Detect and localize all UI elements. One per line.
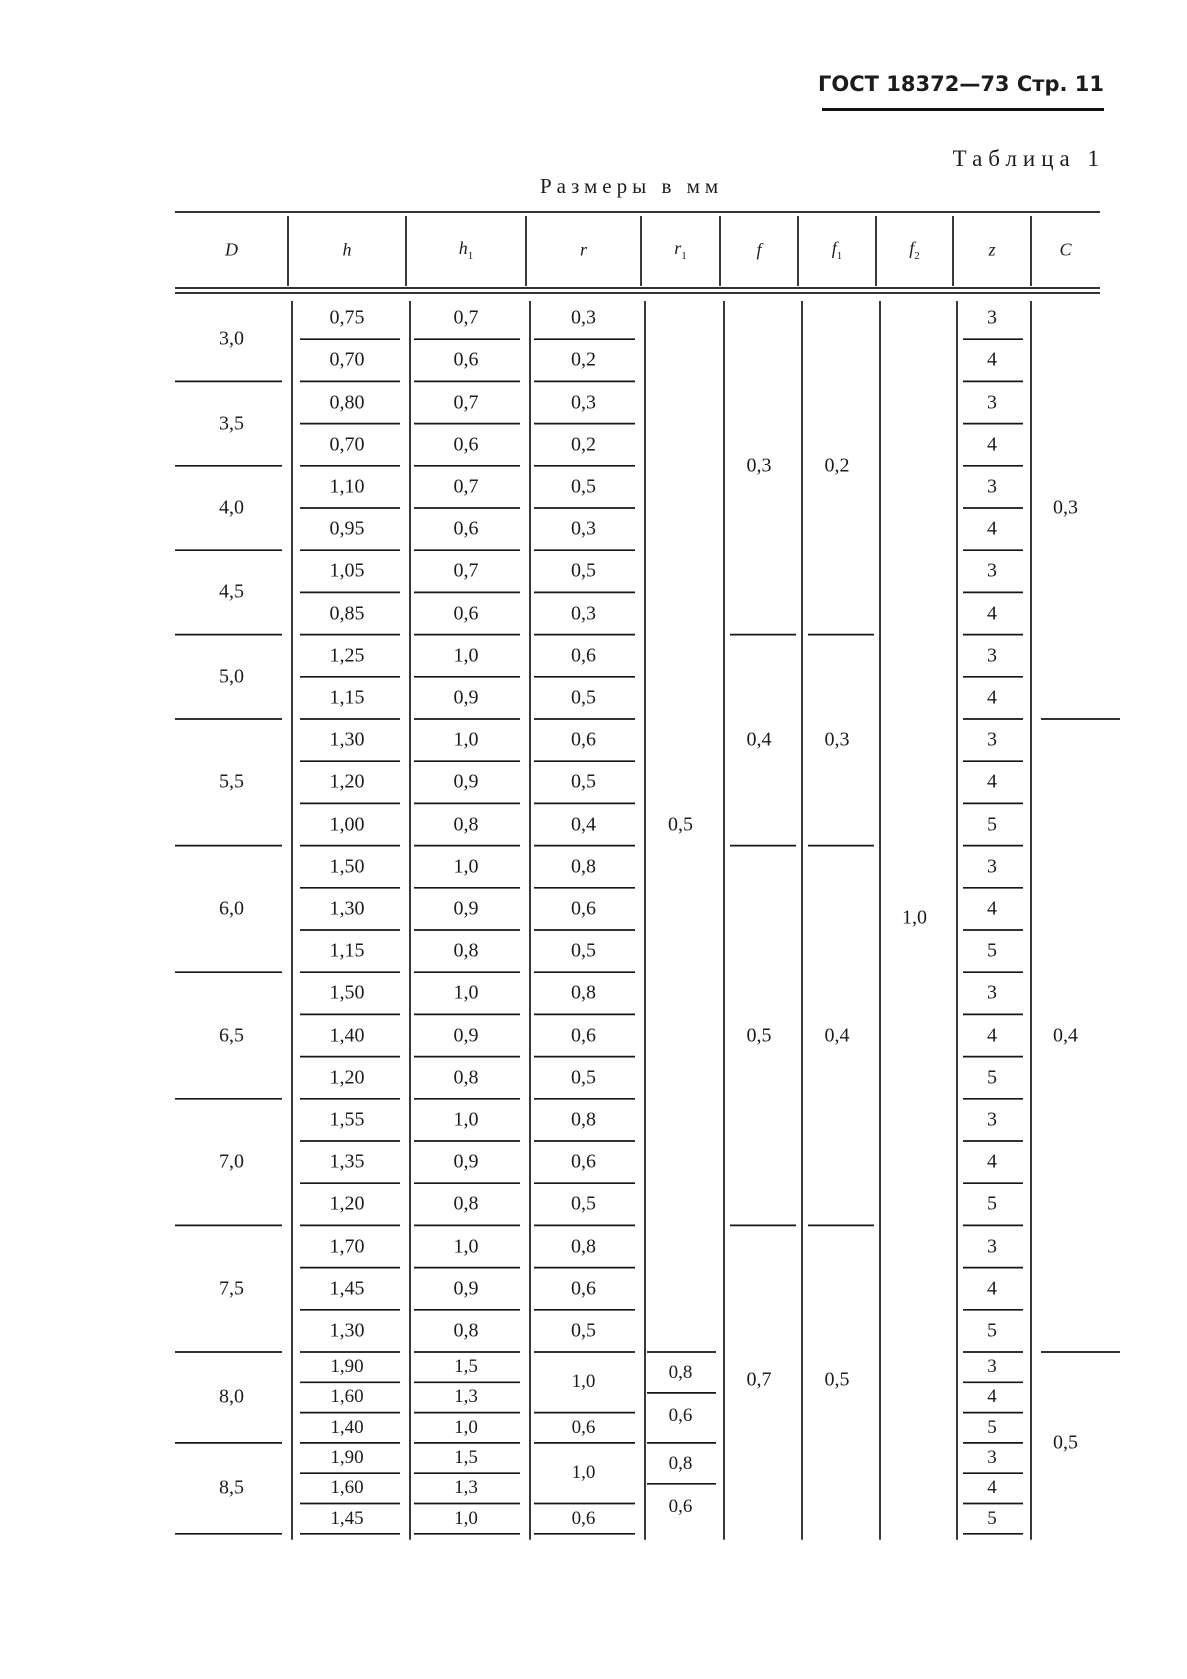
cell-D: 3,5 (219, 412, 244, 435)
column-header-label: f (756, 239, 762, 260)
cell-h1: 0,6 (453, 433, 479, 456)
cell-h1: 0,8 (453, 1066, 479, 1089)
cell-h: 0,75 (329, 306, 365, 329)
cell-D: 6,5 (219, 1024, 244, 1046)
cell-f1: 0,3 (824, 728, 850, 751)
cell-D: 7,0 (219, 1150, 244, 1173)
cell-h: 1,30 (329, 1319, 365, 1342)
cell-h: 1,70 (329, 1235, 365, 1257)
page-header-text: ГОСТ 18372—73 Стр. 11 (817, 72, 1104, 96)
cell-h: 1,40 (329, 1024, 365, 1046)
cell-r: 0,5 (571, 1066, 596, 1089)
cell-h: 1,30 (329, 728, 365, 751)
cell-f1: 0,4 (824, 1024, 850, 1046)
column-header-label: r (674, 238, 682, 259)
cell-r: 0,6 (571, 1024, 596, 1046)
cell-f1: 0,5 (824, 1368, 850, 1391)
cell-f: 0,4 (746, 728, 772, 751)
cell-h1: 0,6 (453, 517, 479, 540)
cell-h: 1,60 (330, 1477, 364, 1499)
cell-z: 3 (987, 559, 997, 582)
cell-z: 3 (987, 855, 997, 878)
page-header (817, 72, 1104, 116)
cell-h1: 1,0 (453, 644, 479, 667)
column-header-subscript: 1 (836, 249, 843, 262)
cell-r: 0,5 (571, 1319, 596, 1342)
cell-h: 1,00 (329, 813, 365, 835)
column-header-subscript: 1 (467, 249, 474, 262)
cell-h1: 0,7 (453, 559, 479, 582)
cell-z: 5 (987, 1066, 997, 1089)
cell-C: 0,5 (1053, 1431, 1078, 1454)
cell-h: 1,25 (329, 644, 365, 667)
cell-z: 4 (987, 1024, 997, 1046)
cell-h1: 1,3 (454, 1477, 478, 1499)
table-title: Таблица 1 (952, 146, 1105, 171)
cell-h: 0,70 (329, 433, 365, 456)
cell-z: 3 (987, 391, 997, 413)
column-header-h (343, 240, 352, 261)
cell-z: 3 (987, 306, 997, 329)
cell-z: 5 (987, 813, 997, 835)
cell-h: 1,55 (329, 1108, 365, 1131)
cell-h1: 0,8 (453, 1192, 479, 1215)
cell-z: 4 (987, 517, 997, 540)
column-header-label: f (831, 238, 837, 259)
cell-f1: 0,2 (824, 454, 850, 477)
cell-h1: 1,0 (454, 1507, 478, 1529)
column-header-label: r (579, 239, 588, 260)
cell-z: 4 (987, 602, 997, 624)
cell-h1: 0,8 (453, 813, 479, 835)
cell-r: 0,6 (571, 1416, 596, 1438)
cell-h1: 0,7 (453, 391, 479, 413)
cell-r: 0,2 (571, 433, 596, 456)
cell-h: 1,45 (330, 1507, 364, 1529)
cell-z: 3 (987, 981, 997, 1004)
cell-r: 0,6 (571, 1150, 596, 1173)
cell-h: 0,80 (329, 391, 365, 413)
cell-r: 1,0 (571, 1462, 596, 1484)
column-header-h1 (459, 238, 474, 262)
cell-r: 0,5 (571, 939, 596, 962)
cell-h1: 0,9 (453, 770, 479, 793)
cell-z: 4 (987, 1386, 997, 1408)
cell-z: 4 (987, 686, 997, 709)
cell-h1: 1,3 (454, 1386, 478, 1408)
cell-h1: 0,9 (453, 897, 479, 920)
column-header-subscript: 1 (681, 249, 687, 262)
cell-r: 0,3 (571, 517, 596, 540)
column-header-label: h (342, 239, 352, 260)
cell-r: 0,8 (571, 1235, 596, 1257)
cell-D: 5,5 (219, 770, 244, 793)
cell-r1: 0,6 (668, 1404, 693, 1426)
cell-h: 1,10 (329, 475, 365, 498)
cell-h1: 1,0 (453, 728, 479, 751)
column-header-label: z (988, 239, 996, 260)
column-header-f (756, 240, 761, 261)
cell-z: 5 (987, 939, 997, 962)
cell-r: 0,6 (571, 728, 596, 751)
cell-h: 1,15 (329, 686, 365, 709)
cell-r1-merged: 0,5 (668, 813, 693, 835)
cell-h1: 0,7 (453, 306, 479, 329)
cell-r: 1,0 (571, 1371, 596, 1393)
cell-z: 3 (987, 475, 997, 498)
cell-h1: 0,9 (453, 1150, 479, 1173)
cell-h: 1,60 (330, 1386, 364, 1408)
cell-h1: 0,6 (453, 348, 479, 371)
cell-z: 4 (987, 897, 997, 920)
cell-r1: 0,8 (668, 1453, 693, 1475)
cell-D: 4,5 (219, 580, 244, 603)
cell-z: 4 (987, 1150, 997, 1173)
cell-h: 0,95 (329, 517, 365, 540)
cell-h1: 1,0 (454, 1416, 478, 1438)
cell-r: 0,8 (571, 981, 596, 1004)
cell-h: 1,50 (329, 981, 365, 1004)
cell-h1: 0,9 (453, 686, 479, 709)
units-caption: Размеры в мм (540, 174, 724, 198)
cell-h1: 0,6 (453, 602, 479, 624)
cell-z: 5 (987, 1319, 997, 1342)
cell-r1: 0,6 (668, 1495, 693, 1517)
cell-r: 0,6 (571, 897, 596, 920)
column-header-label: f (909, 238, 915, 259)
cell-z: 5 (987, 1507, 997, 1529)
cell-C: 0,4 (1053, 1024, 1078, 1046)
cell-r: 0,5 (571, 1192, 596, 1215)
cell-r: 0,4 (571, 813, 596, 835)
cell-r: 0,5 (571, 686, 596, 709)
cell-z: 4 (987, 1477, 997, 1499)
cell-f2-merged: 1,0 (902, 906, 927, 929)
cell-h1: 0,9 (453, 1024, 479, 1046)
cell-D: 8,5 (219, 1476, 244, 1499)
cell-h1: 1,0 (453, 1108, 479, 1131)
cell-z: 3 (987, 1235, 997, 1257)
cell-z: 4 (987, 770, 997, 793)
cell-r: 0,8 (571, 1108, 596, 1131)
cell-r: 0,5 (571, 475, 596, 498)
cell-z: 5 (987, 1416, 997, 1438)
cell-h1: 1,5 (454, 1356, 478, 1378)
cell-h: 0,70 (329, 348, 365, 371)
cell-h: 1,50 (329, 855, 365, 878)
column-header-f1 (832, 238, 843, 262)
cell-D: 5,0 (219, 665, 244, 688)
cell-C: 0,3 (1053, 496, 1078, 519)
cell-h1: 1,0 (453, 1235, 479, 1257)
column-header-f2 (909, 238, 920, 262)
cell-z: 4 (987, 433, 997, 456)
cell-r1: 0,8 (668, 1362, 693, 1384)
cell-h: 1,30 (329, 897, 365, 920)
cell-z: 3 (987, 1356, 997, 1378)
cell-f: 0,5 (746, 1024, 772, 1046)
cell-h1: 0,7 (453, 475, 479, 498)
column-header-r1 (674, 238, 687, 262)
cell-f: 0,3 (746, 454, 772, 477)
column-header-subscript: 2 (914, 249, 920, 262)
cell-D: 6,0 (219, 897, 244, 920)
cell-r: 0,6 (571, 1507, 596, 1529)
cell-h: 1,05 (329, 559, 365, 582)
column-header-C (1059, 240, 1071, 261)
cell-z: 4 (987, 1277, 997, 1300)
cell-D: 8,0 (219, 1385, 244, 1408)
cell-h: 1,20 (329, 770, 365, 793)
cell-h: 1,15 (329, 939, 365, 962)
cell-f: 0,7 (746, 1368, 772, 1391)
cell-z: 3 (987, 1447, 997, 1469)
column-header-z (988, 240, 995, 261)
cell-h1: 0,8 (453, 1319, 479, 1342)
cell-r: 0,8 (571, 855, 596, 878)
cell-r: 0,5 (571, 559, 596, 582)
column-header-label: C (1059, 239, 1072, 260)
cell-z: 5 (987, 1192, 997, 1215)
cell-r: 0,6 (571, 644, 596, 667)
cell-r: 0,6 (571, 1277, 596, 1300)
cell-r: 0,3 (571, 602, 596, 624)
cell-h: 1,20 (329, 1066, 365, 1089)
cell-r: 0,3 (571, 391, 596, 413)
cell-h: 1,45 (329, 1277, 365, 1300)
cell-h1: 0,9 (453, 1277, 479, 1300)
cell-z: 3 (987, 1108, 997, 1131)
cell-z: 4 (987, 348, 997, 371)
cell-h: 1,40 (330, 1416, 364, 1438)
cell-D: 7,5 (219, 1277, 244, 1300)
cell-h: 1,90 (330, 1356, 364, 1378)
cell-D: 4,0 (219, 496, 244, 519)
cell-h1: 1,0 (453, 981, 479, 1004)
cell-h1: 1,0 (453, 855, 479, 878)
cell-h: 0,85 (329, 602, 365, 624)
column-header-D (225, 240, 238, 261)
column-header-r (580, 240, 587, 261)
cell-h: 1,35 (329, 1150, 365, 1173)
cell-z: 3 (987, 728, 997, 751)
cell-h1: 0,8 (453, 939, 479, 962)
cell-r: 0,2 (571, 348, 596, 371)
cell-r: 0,5 (571, 770, 596, 793)
cell-r: 0,3 (571, 306, 596, 329)
cell-h: 1,20 (329, 1192, 365, 1215)
header-rule (822, 108, 1104, 111)
cell-z: 3 (987, 644, 997, 667)
cell-D: 3,0 (219, 327, 244, 350)
column-header-label: h (458, 238, 468, 259)
cell-h1: 1,5 (454, 1447, 478, 1469)
cell-h: 1,90 (330, 1447, 364, 1469)
column-header-label: D (225, 239, 238, 260)
